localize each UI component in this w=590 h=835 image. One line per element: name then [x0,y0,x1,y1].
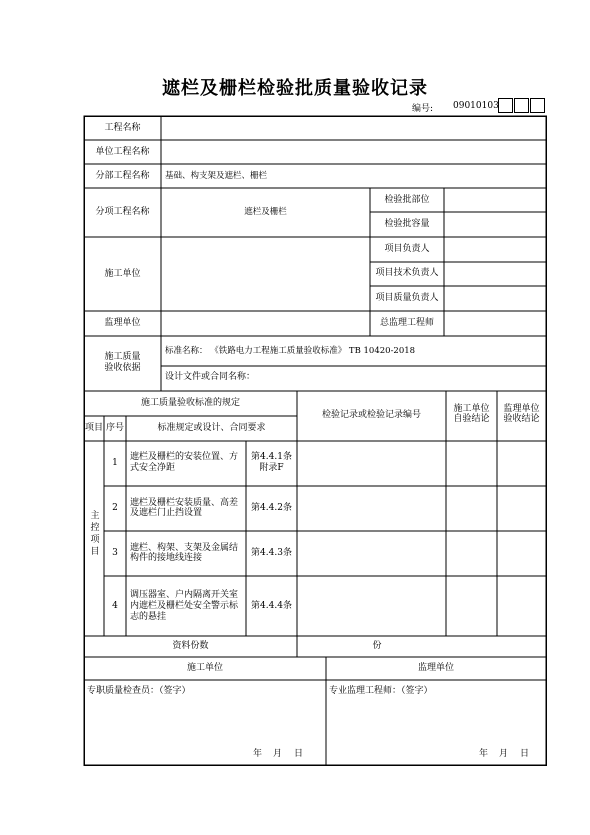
date-day: 日 [294,749,304,759]
date-month: 月 [499,749,509,759]
item-requirement: 内遮栏及栅栏处安全警示标 [130,601,239,611]
item-requirement: 志的悬挂 [130,612,167,622]
construction-unit-sign-header: 施工单位 [186,663,223,673]
quality-leader-label: 项目质量负责人 [375,293,439,303]
item-seq: 2 [112,503,118,513]
inspection-lot-location-label: 检验批部位 [384,195,430,205]
division-project-value: 基础、构支架及遮栏、栅栏 [165,171,268,181]
subdivision-project-name-label: 分项工程名称 [95,207,150,217]
standard-line: 标准名称： 《铁路电力工程施工质量验收标准》 TB 10420-2018 [165,346,416,356]
item-requirement: 遮栏、构架、支架及金属结 [130,543,239,553]
seq-column-header: 序号 [105,423,124,433]
supervision-unit-sign-header: 监理单位 [417,663,454,673]
item-seq: 1 [112,458,118,468]
project-name-label: 工程名称 [104,123,141,133]
item-requirement: 遮栏及栅栏安装质量、高差 [130,498,239,508]
supervision-engineer-signature[interactable]: 专业监理工程师：（签字） [329,686,433,696]
acceptance-basis-label-1: 施工质量 [104,352,141,362]
date-day: 日 [520,749,530,759]
record-header: 检验记录或检验记录编号 [321,410,421,420]
item-clause: 第4.4.4条 [251,601,292,611]
documents-unit: 份 [372,641,382,651]
subdivision-project-value: 遮栏及栅栏 [244,207,287,217]
code-label: 编号: [412,104,434,114]
division-project-name-label: 分部工程名称 [95,171,150,181]
date-year: 年 [253,749,263,759]
construction-conclusion-header-2: 自验结论 [453,414,490,424]
date-month: 月 [273,749,283,759]
unit-project-name-label: 单位工程名称 [95,147,150,157]
item-requirement: 遮栏及栅栏的安装位置、方 [130,452,239,462]
item-requirement: 构件的接地线连接 [130,553,203,563]
spec-title-header: 施工质量验收标准的规定 [140,398,240,408]
page-title: 遮栏及栅栏检验批质量验收记录 [162,78,428,99]
date-year: 年 [479,749,489,759]
construction-conclusion-header-1: 施工单位 [453,404,490,414]
item-clause: 第4.4.3条 [251,548,292,558]
code-value: 09010103 [453,101,499,111]
chief-supervisor-label: 总监理工程师 [379,318,434,328]
spec-column-header: 标准规定或设计、合同要求 [157,423,266,433]
documents-label: 资料份数 [172,641,209,651]
item-column-header: 项目 [84,423,103,433]
construction-unit-label: 施工单位 [104,269,141,279]
supervision-conclusion-header-2: 验收结论 [503,414,540,424]
quality-inspector-signature[interactable]: 专职质量检查员：（签字） [87,686,191,696]
design-doc-line: 设计文件或合同名称： [165,372,256,382]
item-clause: 附录F [259,463,284,473]
acceptance-basis-label-2: 验收依据 [104,363,141,373]
item-clause: 第4.4.1条 [251,452,292,462]
item-clause: 第4.4.2条 [251,503,292,513]
item-seq: 4 [112,601,118,611]
item-requirement: 及遮栏门止挡设置 [130,508,203,518]
item-requirement: 调压器室、户内隔离开关室 [130,590,239,600]
supervision-conclusion-header-1: 监理单位 [503,404,540,414]
item-requirement: 式安全净距 [130,463,176,473]
main-control-label: 主 控 项 目 [90,511,100,557]
technical-leader-label: 项目技术负责人 [375,268,439,278]
project-leader-label: 项目负责人 [384,244,430,254]
inspection-lot-capacity-label: 检验批容量 [384,219,430,229]
supervision-unit-label: 监理单位 [104,318,141,328]
item-seq: 3 [112,548,118,558]
